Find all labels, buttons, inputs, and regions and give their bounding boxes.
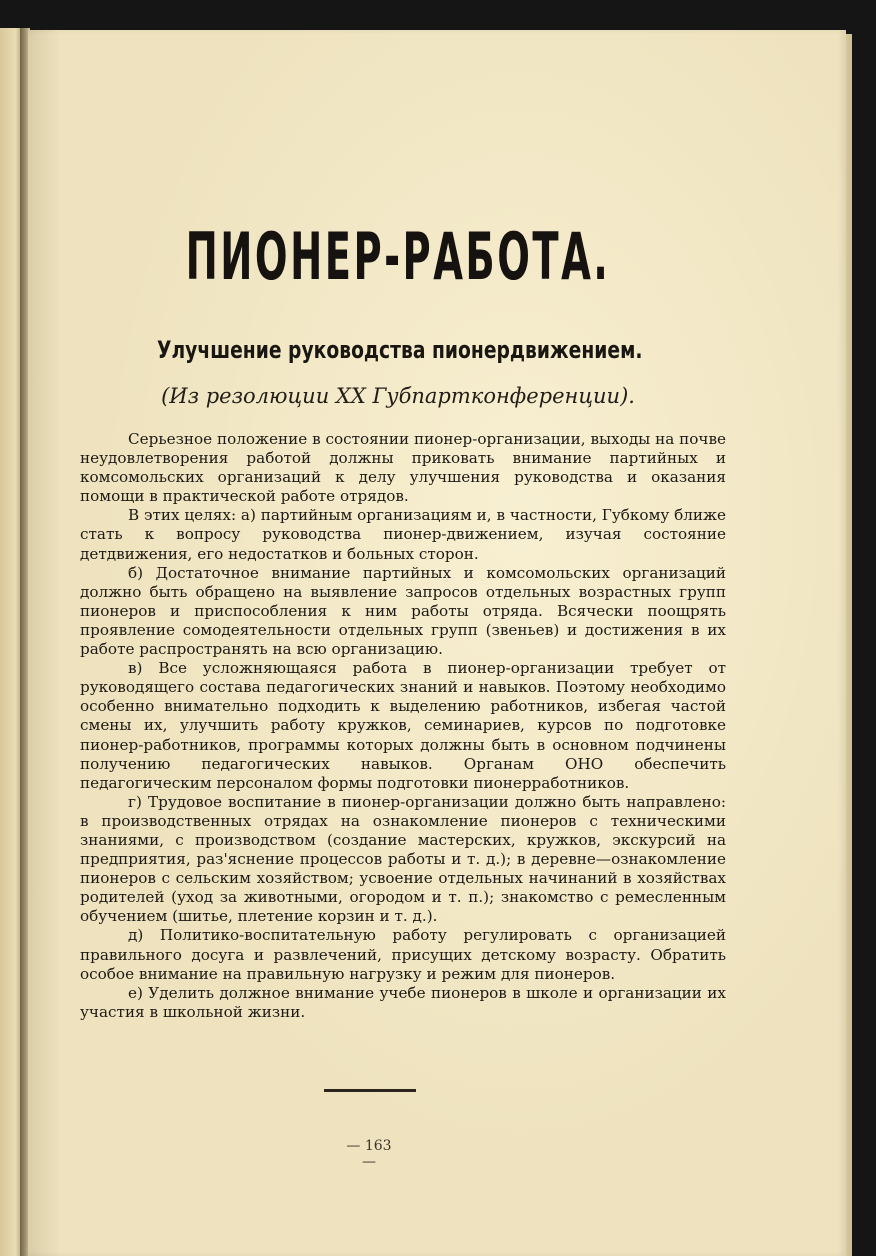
page-number: — 163 — — [346, 1138, 392, 1170]
section-subtitle: Улучшение руководства пионердвижением. — [157, 336, 643, 364]
source-note: (Из резолюции XX Губпартконференции). — [161, 384, 635, 408]
paragraph-e: е) Уделить должное внимание учебе пионеров в школе и организации их участия в школьной жизни. — [80, 983, 726, 1021]
book-page — [28, 30, 846, 1256]
paragraph-a: В этих целях: а) партийным организациям и, в частности, Губкому ближе стать к вопросу руководства пионер-движением, изучая состояние детдвижения, его недостатков и больных сторон. — [80, 506, 727, 563]
paragraph-v: в) Все усложняющаяся работа в пионер-организации требует от руководящего состава педагогических знаний и навыков. Поэтому необходимо особенно внимательно подходить к выделению работников, избегая частой смены их, улучшить работу кружков, семинариев, курсов по подготовке пионер-работников, программы которых должны быть в основном подчинены получению педагогических навыков. Органам ОНО обеспечить педагогическим персоналом формы подготовки пионерработников. — [80, 659, 726, 792]
paragraph-g: г) Трудовое воспитание в пионер-организации должно быть направлено: в производственных отрядах на ознакомление пионеров с техническими знаниями, с производством (создание мастерских, кружков, экскурсий на предприятия, раз'яснение процессов работы и т. д.); в деревне—ознакомление пионеров с сельским хозяйством; усвоение отдельных начинаний в хозяйствах родителей (уход за животными, огородом и т. п.); знакомство с ремесленным обучением (шитье, плетение корзин и т. д.). — [80, 792, 726, 926]
previous-page-edge — [0, 28, 22, 1256]
paragraph-b: б) Достаточное внимание партийных и комсомольских организаций должно быть обращено на выявление запросов отдельных возрастных групп пионеров и приспособления к ним работы отряда. Всячески поощрять проявление сомодеятельности отдельных групп (звеньев) и достижения в их работе распространять на всю организацию. — [80, 563, 726, 659]
end-divider — [324, 1089, 416, 1092]
page-title: ПИОНЕР-РАБОТА. — [185, 218, 611, 295]
paragraph-intro: Серьезное положение в состоянии пионер-организации, выходы на почве неудовлетворения работой должны приковать внимание партийных и комсомольских организаций к делу улучшения руководства и оказания помощи в практической работе отрядов. — [80, 430, 726, 506]
article-body — [80, 430, 726, 1022]
paragraph-d: д) Политико-воспитательную работу регулировать с организацией правильного досуга и развлечений, присущих детскому возрасту. Обратить особое внимание на правильную нагрузку и режим для пионеров. — [80, 926, 726, 983]
